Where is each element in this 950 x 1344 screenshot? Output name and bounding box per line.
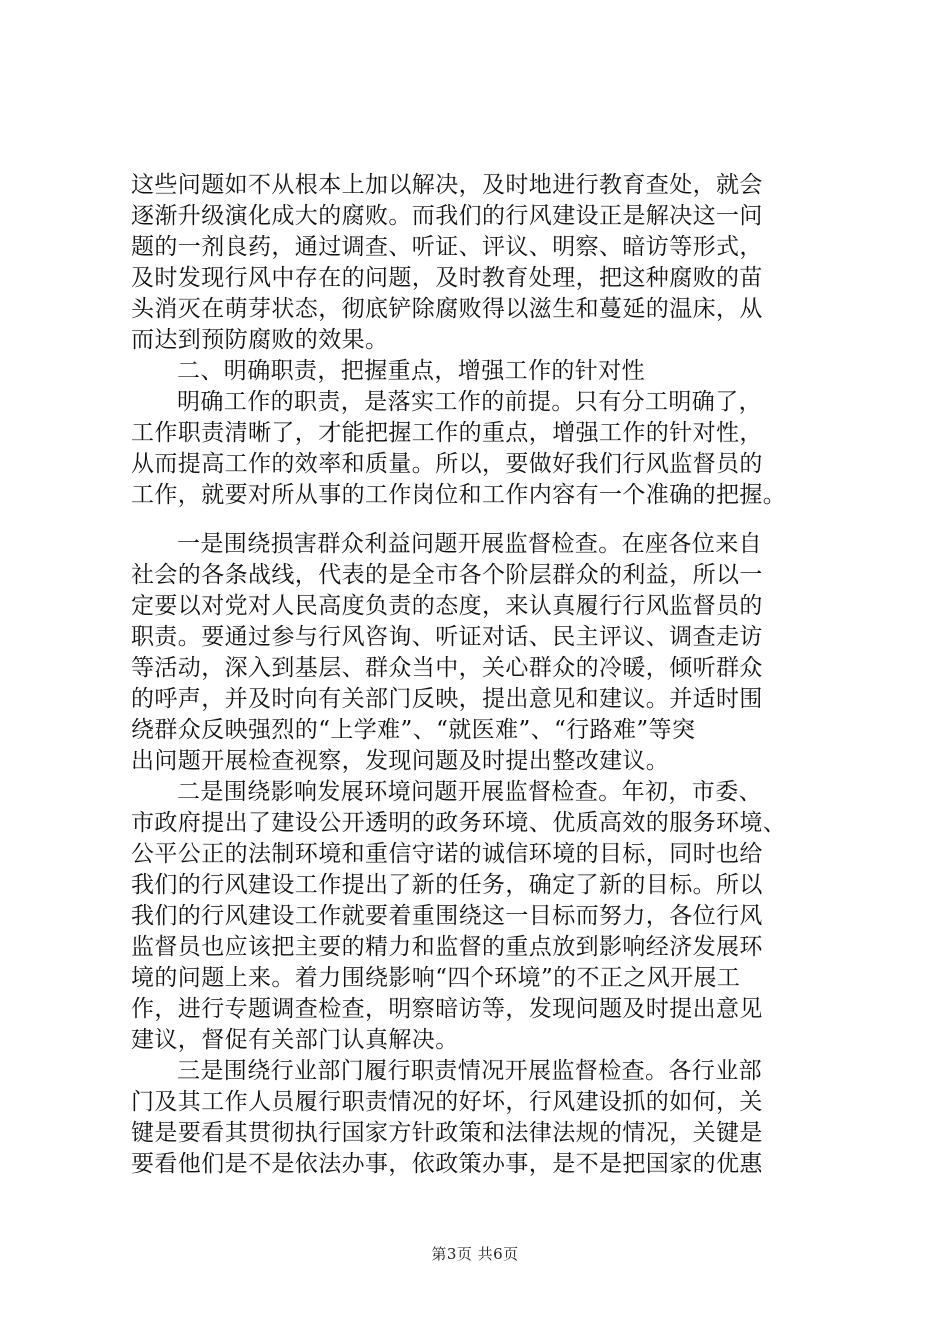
text-line: 键是要看其贯彻执行国家方针政策和法律法规的情况，关键是 (131, 1120, 763, 1146)
text-line: 社会的各条战线，代表的是全市各个阶层群众的利益，所以一 (131, 562, 763, 588)
text-line: 公平公正的法制环境和重信守诺的诚信环境的目标，同时也给 (131, 841, 763, 867)
text-line: 二是围绕影响发展环境问题开展监督检查。年初，市委、 (177, 779, 762, 805)
text-line: 等活动，深入到基层、群众当中，关心群众的冷暖，倾听群众 (131, 655, 763, 681)
text-line: 从而提高工作的效率和质量。所以，要做好我们行风监督员的 (131, 451, 763, 477)
text-line: 逐渐升级演化成大的腐败。而我们的行风建设正是解决这一问 (131, 203, 763, 229)
text-line: 出问题开展检查视察，发现问题及时提出整改建议。 (131, 748, 670, 774)
text-line: 三是围绕行业部门履行职责情况开展监督检查。各行业部 (177, 1058, 762, 1084)
text-line: 及时发现行风中存在的问题，及时教育处理，把这种腐败的苗 (131, 265, 763, 291)
text-line: 监督员也应该把主要的精力和监督的重点放到影响经济发展环 (131, 934, 763, 960)
text-line: 二、明确职责，把握重点，增强工作的针对性 (177, 358, 645, 384)
text-line: 的呼声，并及时向有关部门反映，提出意见和建议。并适时围 (131, 686, 763, 712)
body-text (131, 170, 831, 1180)
text-line: 这些问题如不从根本上加以解决，及时地进行教育查处，就会 (131, 172, 763, 198)
page-footer: 第3页 共6页 (431, 1245, 519, 1263)
text-line: 绕群众反映强烈的“上学难”、“就医难”、“行路难”等突 (131, 717, 696, 743)
text-line: 工作，就要对所从事的工作岗位和工作内容有一个准确的把握。 (131, 482, 787, 508)
text-line: 门及其工作人员履行职责情况的好坏，行风建设抓的如何，关 (131, 1089, 763, 1115)
text-line: 境的问题上来。着力围绕影响“四个环境”的不正之风开展工 (131, 965, 741, 991)
text-line: 建议，督促有关部门认真解决。 (131, 1027, 459, 1053)
text-line: 定要以对党对人民高度负责的态度，来认真履行行风监督员的 (131, 593, 763, 619)
text-line: 作，进行专题调查检查，明察暗访等，发现问题及时提出意见 (131, 996, 763, 1022)
text-line: 而达到预防腐败的效果。 (131, 327, 389, 353)
text-line: 市政府提出了建设公开透明的政务环境、优质高效的服务环境、 (131, 810, 787, 836)
text-line: 我们的行风建设工作提出了新的任务，确定了新的目标。所以 (131, 872, 763, 898)
text-line: 我们的行风建设工作就要着重围绕这一目标而努力，各位行风 (131, 903, 763, 929)
text-line: 头消灭在萌芽状态，彻底铲除腐败得以滋生和蔓延的温床，从 (131, 296, 763, 322)
text-line: 明确工作的职责，是落实工作的前提。只有分工明确了， (177, 389, 762, 415)
text-line: 职责。要通过参与行风咨询、听证对话、民主评议、调查走访 (131, 624, 763, 650)
text-line: 题的一剂良药，通过调查、听证、评议、明察、暗访等形式， (131, 234, 763, 260)
text-line: 一是围绕损害群众利益问题开展监督检查。在座各位来自 (177, 531, 762, 557)
text-line: 工作职责清晰了，才能把握工作的重点，增强工作的针对性， (131, 420, 763, 446)
text-line: 要看他们是不是依法办事，依政策办事，是不是把国家的优惠 (131, 1151, 763, 1177)
